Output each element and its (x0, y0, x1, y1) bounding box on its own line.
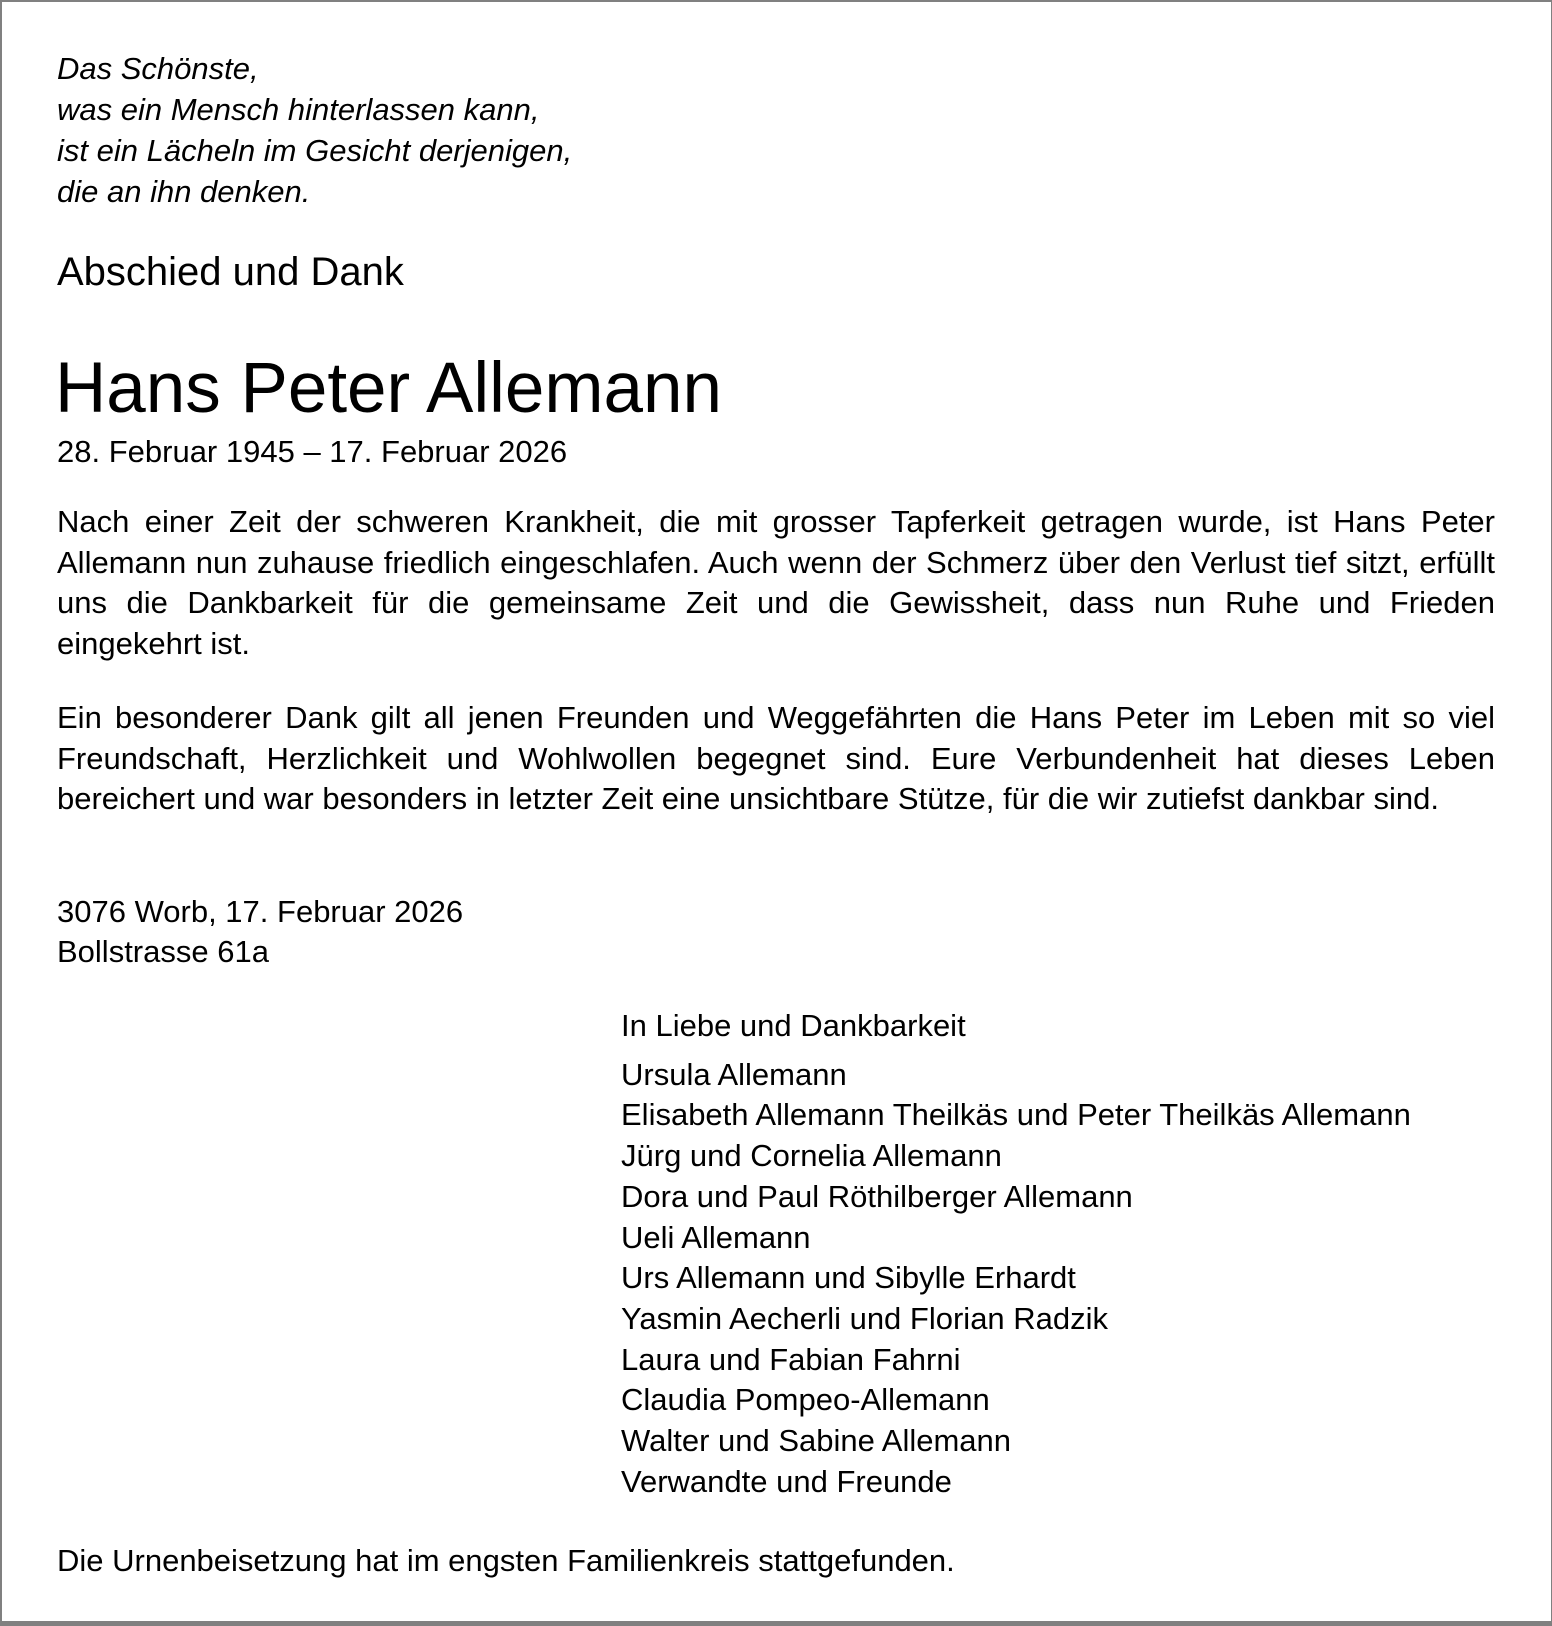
signer-name: Ursula Allemann (621, 1056, 847, 1092)
notice-paragraph: Ein besonderer Dank gilt all jenen Freunden und Weggefährten die Hans Peter im Leben mit so viel Freundschaft, Herzlichkeit und Wohlwollen begegnet sind. Eure Verbundenheit hat dieses Leben bereichert und war besonders in letzter Zeit eine unsichtbare Stütze, für die wir zutiefst dankbar sind. (57, 700, 1495, 816)
life-dates: 28. Februar 1945 – 17. Februar 2026 (57, 434, 568, 469)
signers-intro: In Liebe und Dankbarkeit (621, 1008, 966, 1043)
place-date: 3076 Worb, 17. Februar 2026 (57, 894, 464, 929)
signer-name: Jürg und Cornelia Allemann (621, 1138, 1002, 1174)
quote-line: Das Schönste, (57, 51, 259, 86)
signer-name: Urs Allemann und Sibylle Erhardt (621, 1260, 1076, 1296)
memorial-quote (57, 48, 1495, 212)
signer-name: Claudia Pompeo-Allemann (621, 1382, 990, 1418)
address: Bollstrasse 61a (57, 934, 269, 969)
signer-name: Verwandte und Freunde (621, 1463, 952, 1499)
signer-name: Walter und Sabine Allemann (621, 1423, 1012, 1459)
notice-heading: Abschied und Dank (57, 250, 404, 294)
signer-name: Yasmin Aecherli und Florian Radzik (621, 1300, 1109, 1336)
obituary-notice (55, 48, 1495, 1578)
place-and-address (57, 892, 463, 972)
quote-line: was ein Mensch hinterlassen kann, (57, 92, 540, 127)
quote-line: ist ein Lächeln im Gesicht derjenigen, (57, 133, 573, 168)
signer-name: Elisabeth Allemann Theilkäs und Peter Theilkäs Allemann (621, 1097, 1411, 1133)
signer-name: Dora und Paul Röthilberger Allemann (621, 1178, 1133, 1214)
signer-name: Laura und Fabian Fahrni (621, 1341, 961, 1377)
burial-note: Die Urnenbeisetzung hat im engsten Familienkreis stattgefunden. (57, 1543, 955, 1578)
deceased-name: Hans Peter Allemann (55, 349, 722, 428)
signers-block (621, 1006, 1411, 1502)
quote-line: die an ihn denken. (57, 174, 311, 209)
notice-paragraph: Nach einer Zeit der schweren Krankheit, die mit grosser Tapferkeit getragen wurde, ist Hans Peter Allemann nun zuhause friedlich eingeschlafen. Auch wenn der Schmerz über den Verlust tief sitzt, erfüllt uns die Dankbarkeit für die gemeinsame Zeit und die Gewissheit, dass nun Ruhe und Frieden eingekehrt ist. (57, 504, 1495, 661)
signer-name: Ueli Allemann (621, 1219, 811, 1255)
